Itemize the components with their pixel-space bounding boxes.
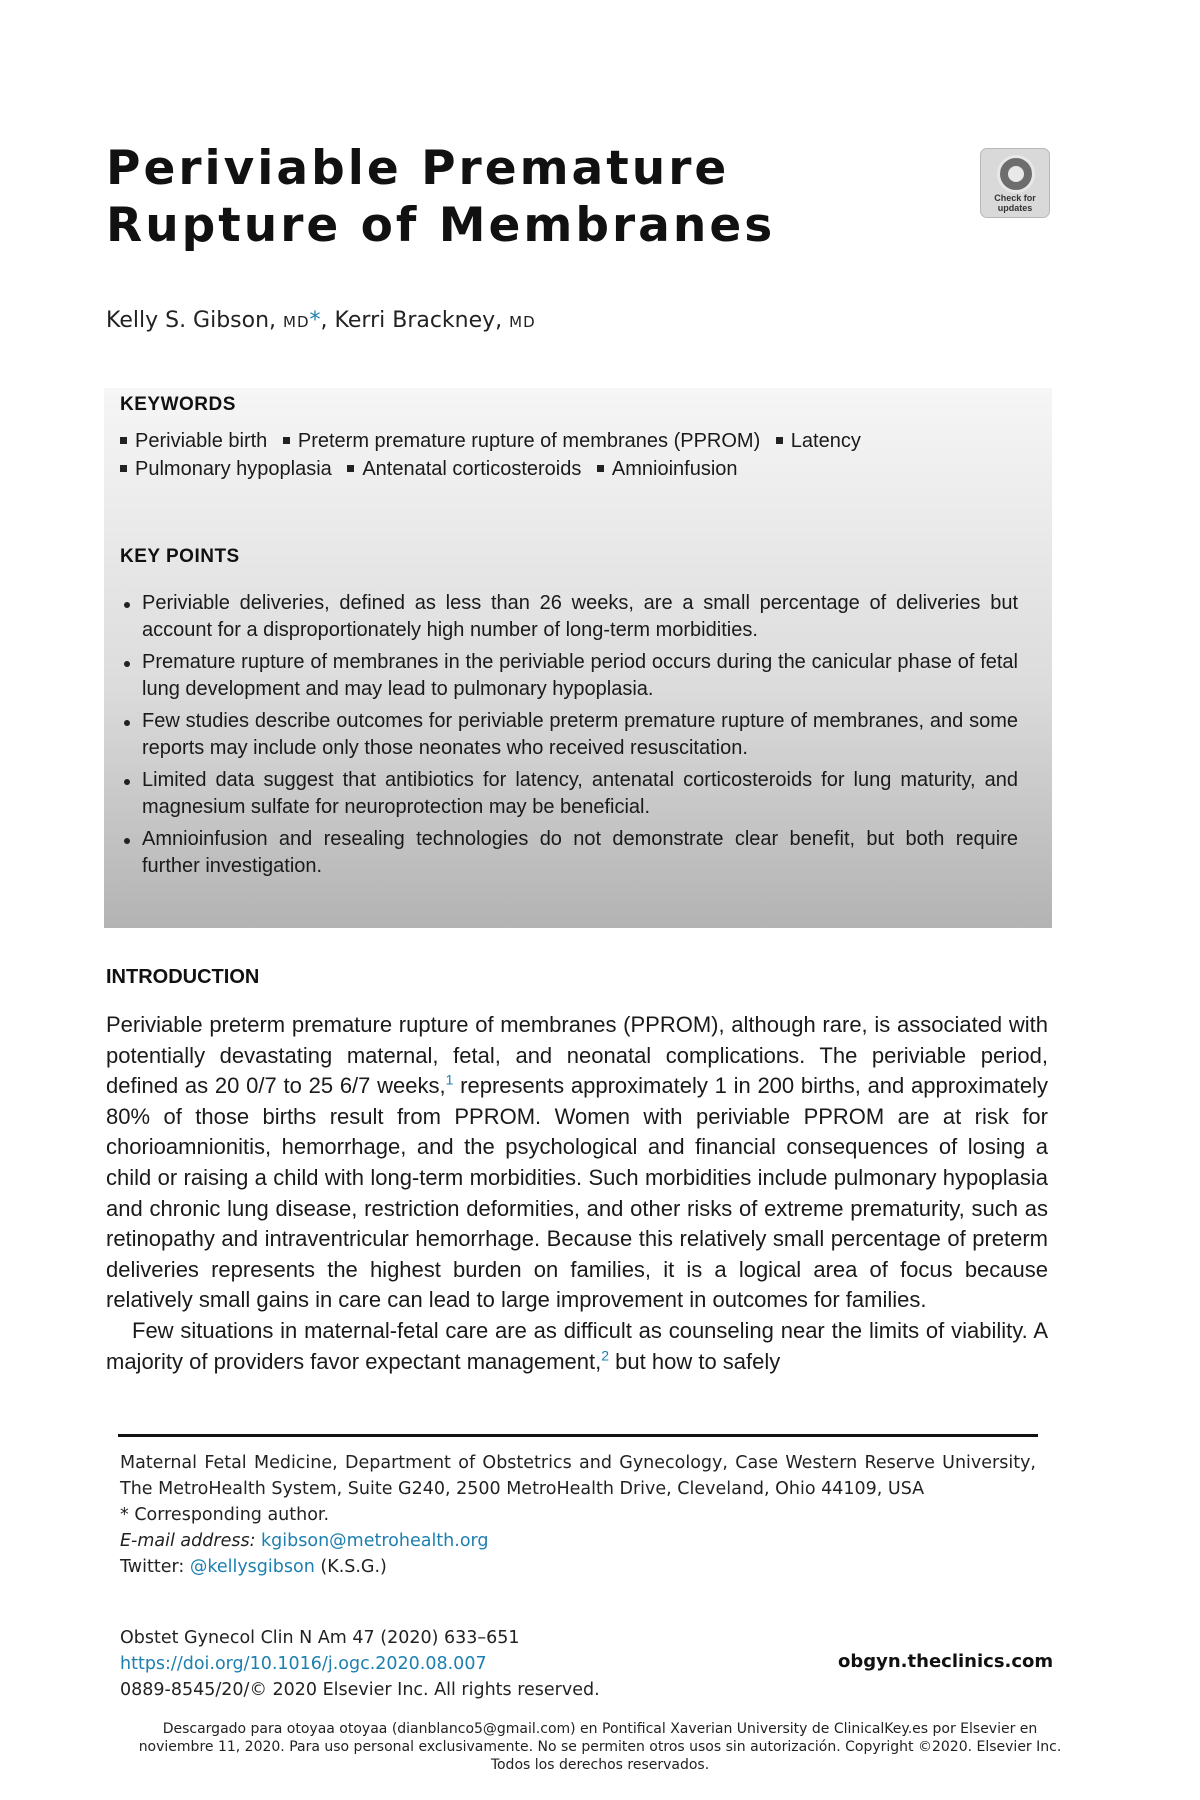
bullet-square-icon	[347, 465, 354, 472]
author-1-degree: MD	[283, 313, 310, 331]
keyword: Antenatal corticosteroids	[362, 458, 582, 480]
copyright-line: 0889-8545/20/© 2020 Elsevier Inc. All rights reserved.	[120, 1680, 600, 1700]
introduction-heading: INTRODUCTION	[106, 966, 260, 988]
author-list	[106, 308, 536, 333]
key-point-item: Periviable deliveries, defined as less than 26 weeks, are a small percentage of deliveries but account for a disproportionately high number of long-term morbidities.	[120, 590, 1018, 644]
intro-p1-text: Periviable preterm premature rupture of membranes (PPROM), although rare, is associated with potentially devastating maternal, fetal, and neonatal complications. The periviable period, defined as 20 0/7 to 25 6/7 weeks,	[106, 1012, 1048, 1099]
keywords-line-1	[120, 430, 871, 453]
journal-site[interactable]: obgyn.theclinics.com	[838, 1651, 1054, 1672]
download-line-1: Descargado para otoyaa otoyaa (dianblanco5@gmail.com) en Pontifical Xaverian University de ClinicalKey.es por Elsevier en	[162, 1721, 1038, 1737]
keyword: Amnioinfusion	[611, 458, 738, 480]
intro-p2-text-cont: but how to safely	[609, 1348, 781, 1374]
intro-p1-text-cont: represents approximately 1 in 200 births, and approximately 80% of those births result from PPROM. Women with periviable PPROM are at risk for chorioamnionitis, hemorrhage, and the psychological and financial consequences of losing a child or raising a child with long-term morbidities. Such morbidities include pulmonary hypoplasia and chronic lung disease, restriction deformities, and other risks of extreme prematurity, such as retinopathy and intraventricular hemorrhage. Because this relatively small percentage of preterm deliveries represents the highest burden on families, it is a logical area of focus because relatively small gains in care can lead to large improvement in outcomes for families.	[106, 1073, 1048, 1313]
crossmark-icon	[997, 155, 1035, 193]
bullet-square-icon	[283, 437, 290, 444]
intro-paragraph-1	[106, 1010, 1048, 1316]
download-line-2: noviembre 11, 2020. Para uso personal exclusivamente. No se permiten otros usos sin autorización. Copyright ©2020. Elsevier Inc.	[138, 1739, 1062, 1755]
key-point-item: Amnioinfusion and resealing technologies do not demonstrate clear benefit, but both require further investigation.	[120, 826, 1018, 880]
footnote-divider	[118, 1434, 1038, 1437]
keyword: Latency	[790, 430, 861, 452]
footnote-block	[120, 1450, 1036, 1580]
key-point-item: Limited data suggest that antibiotics for latency, antenatal corticosteroids for lung maturity, and magnesium sulfate for neuroprotection may be beneficial.	[120, 767, 1018, 821]
email-label: E-mail address:	[120, 1531, 256, 1551]
email-line	[120, 1528, 1036, 1554]
keyword: Pulmonary hypoplasia	[135, 458, 332, 480]
twitter-initials: (K.S.G.)	[320, 1557, 387, 1577]
email-link[interactable]: kgibson@metrohealth.org	[261, 1531, 489, 1551]
corresponding-author-mark[interactable]: *	[309, 308, 321, 333]
key-points-heading: KEY POINTS	[120, 546, 240, 567]
keywords-line-2	[120, 458, 748, 481]
intro-p2-text: Few situations in maternal-fetal care are as difficult as counseling near the limits of viability. A majority of providers favor expectant management,	[106, 1317, 1048, 1374]
bullet-square-icon	[597, 465, 604, 472]
introduction-body	[106, 1010, 1048, 1377]
download-line-3: Todos los derechos reservados.	[490, 1757, 710, 1773]
intro-paragraph-2	[106, 1316, 1048, 1377]
reference-link-1[interactable]: 1	[445, 1071, 454, 1088]
twitter-line	[120, 1554, 1036, 1580]
author-2-degree: MD	[509, 313, 536, 331]
affiliation-text: Maternal Fetal Medicine, Department of Obstetrics and Gynecology, Case Western Reserve University, The MetroHealth System, Suite G240, 2500 MetroHealth Drive, Cleveland, Ohio 44109, USA	[120, 1453, 1036, 1499]
keywords-heading: KEYWORDS	[120, 394, 236, 415]
bullet-square-icon	[776, 437, 783, 444]
reference-link-2[interactable]: 2	[601, 1347, 610, 1364]
bullet-square-icon	[120, 465, 127, 472]
keywords-keypoints-box	[104, 388, 1052, 928]
crossmark-badge[interactable]	[980, 148, 1050, 218]
article-title	[106, 140, 926, 254]
journal-citation: Obstet Gynecol Clin N Am 47 (2020) 633–651	[120, 1628, 520, 1648]
author-1-name: Kelly S. Gibson,	[106, 308, 277, 333]
key-point-item: Premature rupture of membranes in the periviable period occurs during the canicular phase of fetal lung development and may lead to pulmonary hypoplasia.	[120, 649, 1018, 703]
doi-link[interactable]: https://doi.org/10.1016/j.ogc.2020.08.007	[120, 1654, 487, 1674]
corresponding-author-note: * Corresponding author.	[120, 1505, 330, 1525]
twitter-label: Twitter:	[120, 1557, 185, 1577]
download-notice	[90, 1720, 1110, 1774]
author-2-name: Kerri Brackney,	[334, 308, 503, 333]
key-points-list	[120, 590, 1018, 885]
keyword: Periviable birth	[135, 430, 268, 452]
author-separator: ,	[320, 308, 328, 333]
title-line-2: Rupture of Membranes	[106, 198, 776, 253]
key-point-item: Few studies describe outcomes for periviable preterm premature rupture of membranes, and some reports may include only those neonates who received resuscitation.	[120, 708, 1018, 762]
keyword: Preterm premature rupture of membranes (PPROM)	[297, 430, 761, 452]
title-line-1: Periviable Premature	[106, 141, 730, 196]
bullet-square-icon	[120, 437, 127, 444]
twitter-link[interactable]: @kellysgibson	[189, 1557, 315, 1577]
crossmark-label: Check for updates	[994, 193, 1036, 213]
